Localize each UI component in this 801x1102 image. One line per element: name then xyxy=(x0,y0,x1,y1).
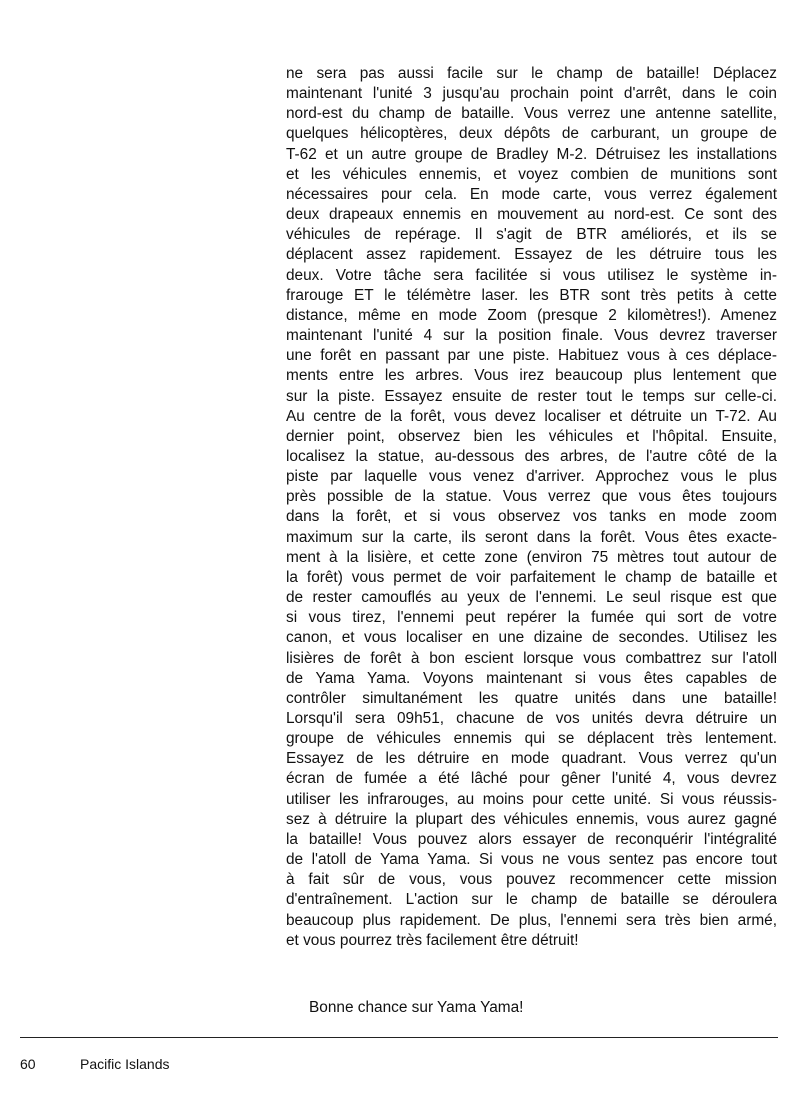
body-line: et les véhicules ennemis, et voyez combien de munitions sont xyxy=(286,165,777,183)
body-line: nord-est du champ de bataille. Vous verrez une antenne satellite, xyxy=(286,105,777,123)
body-line: dans la forêt, et si vous observez vos tanks en mode zoom xyxy=(286,508,777,526)
body-line: si vous tirez, l'ennemi peut repérer la fumée qui sort de votre xyxy=(286,609,777,627)
body-line: de l'atoll de Yama Yama. Si vous ne vous sentez pas encore tout xyxy=(286,851,777,869)
body-line: frarouge ET le télémètre laser. les BTR sont très petits à cette xyxy=(286,286,777,304)
body-line: lisières de forêt à bon escient lorsque vous combattrez sur l'atoll xyxy=(286,649,777,667)
body-line: sur la piste. Essayez ensuite de rester tout le temps sur celle-ci. xyxy=(286,387,777,405)
body-line: Lorsqu'il sera 09h51, chacune de vos unités devra détruire un xyxy=(286,710,777,727)
body-line: canon, et vous localiser en une dizaine de secondes. Utilisez les xyxy=(286,629,777,647)
body-line: piste par laquelle vous venez d'arriver. Approchez vous le plus xyxy=(286,468,777,486)
body-line: contrôler simultanément les quatre unités dans une bataille! xyxy=(286,689,777,707)
body-line: véhicules de repérage. Il s'agit de BTR améliorés, et ils se xyxy=(286,226,777,244)
body-line: ments entre les arbres. Vous irez beaucoup plus lentement que xyxy=(286,367,777,385)
body-line: ment à la lisière, et cette zone (environ 75 mètres tout autour de xyxy=(286,548,777,566)
body-paragraph xyxy=(286,64,777,951)
body-line: beaucoup plus rapidement. De plus, l'ennemi sera très bien armé, xyxy=(286,911,777,929)
body-line: localisez la statue, au-dessous des arbres, de l'autre côté de la xyxy=(286,447,777,465)
closing-line: Bonne chance sur Yama Yama! xyxy=(309,999,524,1016)
body-line: près possible de la statue. Vous verrez que vous êtes toujours xyxy=(286,488,777,506)
body-line: quelques hélicoptères, deux dépôts de carburant, un groupe de xyxy=(286,125,777,143)
body-line: nécessaires pour cela. En mode carte, vous verrez également xyxy=(286,185,777,203)
body-line: T-62 et un autre groupe de Bradley M-2. Détruisez les installations xyxy=(286,145,777,163)
body-line: déplacent assez rapidement. Essayez de les détruire tous les xyxy=(286,246,777,264)
body-line: maintenant l'unité 3 jusqu'au prochain point d'arrêt, dans le coin xyxy=(286,85,777,103)
body-line: à fait sûr de vous, vous pouvez recommencer cette mission xyxy=(286,871,777,889)
running-footer-title: Pacific Islands xyxy=(80,1056,170,1072)
body-line: une forêt en passant par une piste. Habituez vous à ces déplace- xyxy=(286,347,777,365)
body-line: Au centre de la forêt, vous devez localiser et détruite un T-72. Au xyxy=(286,407,777,425)
body-line: et vous pourrez très facilement être détruit! xyxy=(286,931,579,949)
body-line: d'entraînement. L'action sur le champ de bataille se déroulera xyxy=(286,891,777,909)
body-line: maintenant l'unité 4 sur la position finale. Vous devrez traverser xyxy=(286,327,777,345)
body-line: écran de fumée a été lâché pour gêner l'unité 4, vous devrez xyxy=(286,770,777,788)
body-line: utiliser les infrarouges, au moins pour cette unité. Si vous réussis- xyxy=(286,790,777,808)
body-line: Essayez de les détruire en mode quadrant. Vous verrez qu'un xyxy=(286,750,777,768)
body-line: de Yama Yama. Voyons maintenant si vous êtes capables de xyxy=(286,669,777,687)
body-line: maximum sur la carte, ils seront dans la forêt. Vous êtes exacte- xyxy=(286,528,777,546)
body-line: ne sera pas aussi facile sur le champ de bataille! Déplacez xyxy=(286,65,777,82)
footer-divider xyxy=(20,1037,778,1038)
body-line: de rester camouflés au yeux de l'ennemi. Le seul risque est que xyxy=(286,589,777,607)
page-number: 60 xyxy=(20,1056,36,1072)
body-line: dernier point, observez bien les véhicules et l'hôpital. Ensuite, xyxy=(286,427,777,445)
body-line: groupe de véhicules ennemis qui se déplacent très lentement. xyxy=(286,730,777,748)
body-line: deux drapeaux ennemis en mouvement au nord-est. Ce sont des xyxy=(286,206,777,224)
body-line: deux. Votre tâche sera facilitée si vous utilisez le système in- xyxy=(286,266,777,284)
body-line: sez à détruire la plupart des véhicules ennemis, vous aurez gagné xyxy=(286,810,777,828)
body-line: la forêt) vous permet de voir parfaitement le champ de bataille et xyxy=(286,568,777,586)
body-line: distance, même en mode Zoom (presque 2 kilomètres!). Amenez xyxy=(286,306,777,324)
body-line: la bataille! Vous pouvez alors essayer de reconquérir l'intégralité xyxy=(286,830,777,848)
